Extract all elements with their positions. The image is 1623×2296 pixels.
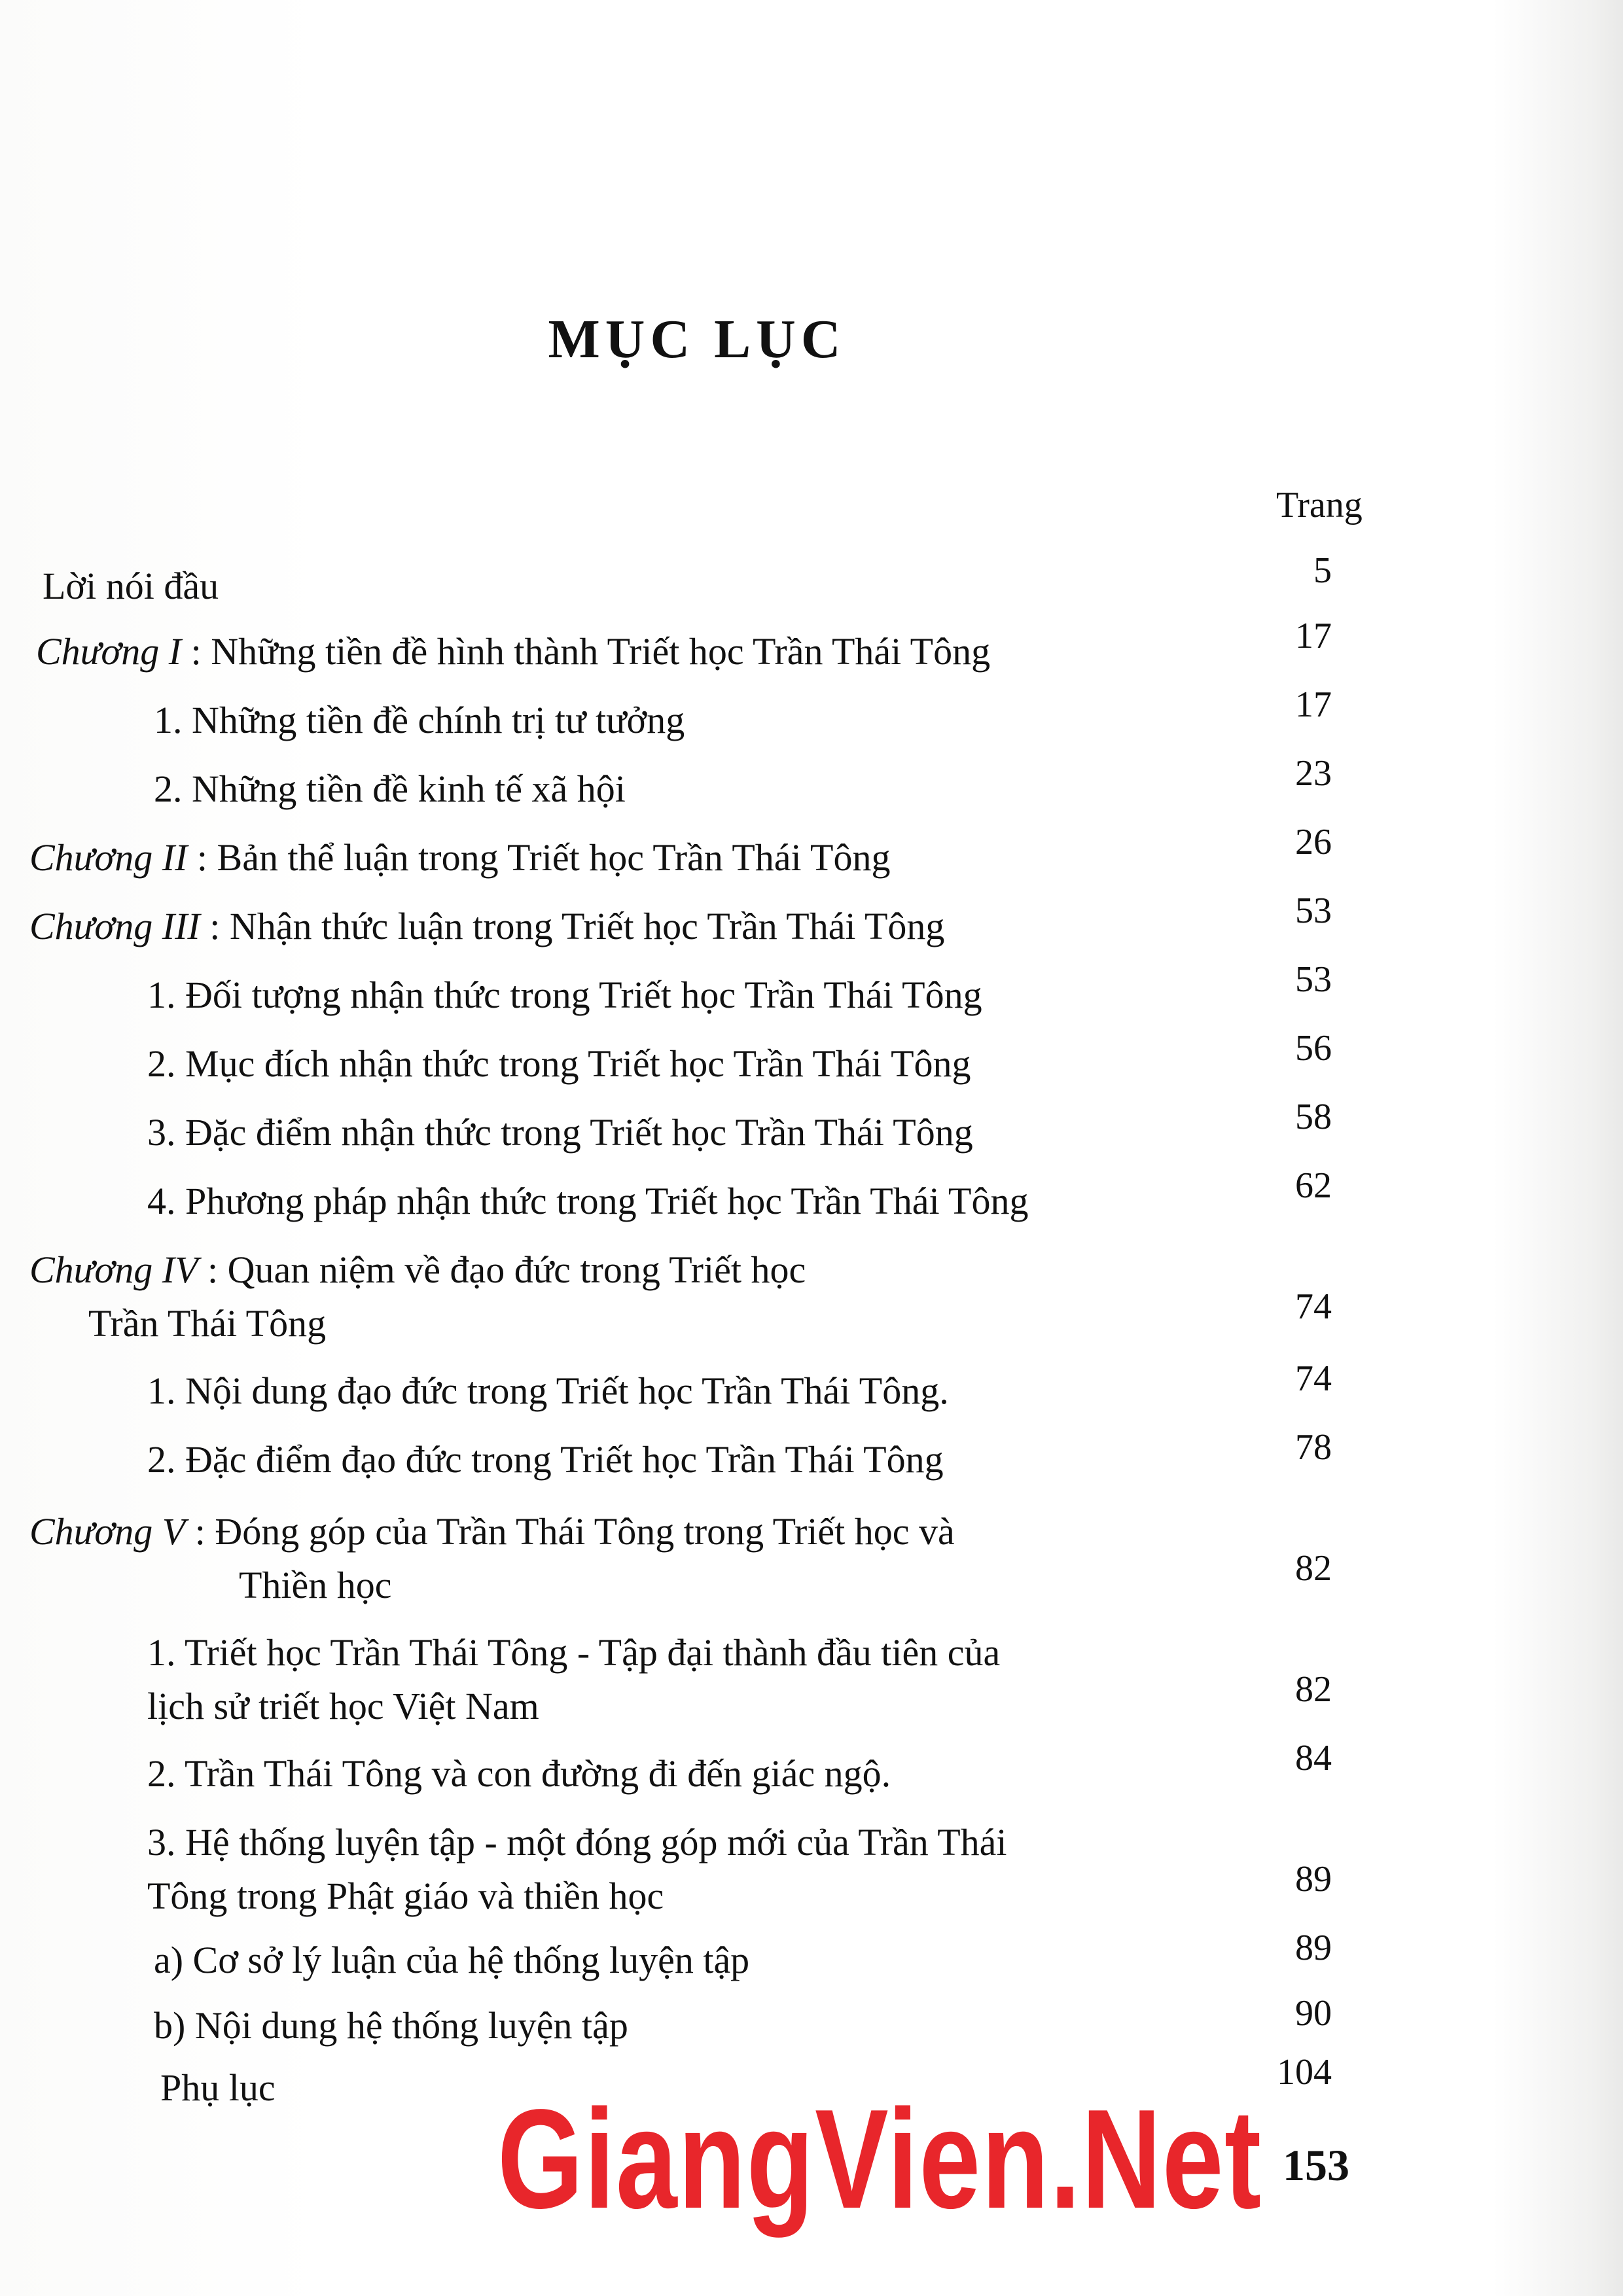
toc-entry-line <box>43 559 219 613</box>
toc-entry <box>29 1505 955 1612</box>
toc-entry-line <box>147 1106 973 1159</box>
toc-entry-title: 1. Nội dung đạo đức trong Triết học Trần Thái Tông. <box>147 1369 949 1412</box>
page-title: MỤC LỤC <box>548 309 846 370</box>
toc-entry-title-continued: Trần Thái Tông <box>88 1302 327 1345</box>
toc-page-number: 74 <box>1295 1358 1332 1399</box>
toc-entry-title: : Bản thể luận trong Triết học Trần Thái Tông <box>187 836 891 879</box>
toc-entry <box>29 900 944 953</box>
toc-entry-title-continued: Thiền học <box>239 1564 392 1606</box>
toc-entry <box>147 1037 971 1091</box>
toc-entry-title: Lời nói đầu <box>43 565 219 607</box>
toc-entry-title: Phụ lục <box>160 2066 276 2109</box>
toc-entry <box>29 1243 806 1351</box>
chapter-label: Chương V <box>29 1510 186 1553</box>
toc-entry-line <box>154 694 685 747</box>
chapter-label: Chương IV <box>29 1248 198 1291</box>
toc-entry-title: 3. Đặc điểm nhận thức trong Triết học Trần Thái Tông <box>147 1111 973 1154</box>
toc-entry-line <box>36 625 990 679</box>
toc-page-number: 56 <box>1295 1028 1332 1069</box>
page-number: 153 <box>1283 2140 1349 2190</box>
toc-page-number: 74 <box>1295 1286 1332 1327</box>
toc-page-number: 53 <box>1295 891 1332 931</box>
toc-entry <box>154 694 685 747</box>
toc-entry-title: : Đóng góp của Trần Thái Tông trong Triết học và <box>185 1510 955 1553</box>
toc-entry-title: 4. Phương pháp nhận thức trong Triết học Trần Thái Tông <box>147 1180 1029 1222</box>
toc-entry-line <box>29 1505 955 1559</box>
toc-entry <box>154 762 626 816</box>
toc-page-number: 17 <box>1295 616 1332 656</box>
toc-page-number: 23 <box>1295 753 1332 794</box>
chapter-label: Chương I <box>36 630 182 673</box>
toc-page-number: 5 <box>1313 550 1332 591</box>
toc-page-number: 90 <box>1295 1993 1332 2034</box>
toc-page-number: 84 <box>1295 1738 1332 1778</box>
toc-entry-line <box>29 1243 806 1297</box>
toc-entry-title: 3. Hệ thống luyện tập - một đóng góp mới của Trần Thái <box>147 1821 1007 1863</box>
toc-entry <box>147 1747 891 1801</box>
toc-entry-title: 1. Những tiền đề chính trị tư tưởng <box>154 699 685 741</box>
toc-entry-line <box>147 968 982 1022</box>
toc-entry <box>147 1433 944 1487</box>
toc-entry-title: 2. Mục đích nhận thức trong Triết học Trần Thái Tông <box>147 1042 971 1085</box>
toc-entry-title: 2. Đặc điểm đạo đức trong Triết học Trần Thái Tông <box>147 1438 944 1481</box>
toc-entry <box>36 625 990 679</box>
toc-entry <box>154 1999 628 2053</box>
toc-entry-line <box>29 900 944 953</box>
toc-entry-line <box>147 1816 1007 1869</box>
toc-page-number: 58 <box>1295 1097 1332 1137</box>
toc-entry-line <box>147 1174 1028 1228</box>
page-column-header: Trang <box>1276 485 1363 525</box>
toc-page-number: 82 <box>1295 1669 1332 1710</box>
toc-entry <box>160 2061 276 2115</box>
toc-entry-line <box>154 1934 749 1987</box>
toc-entry-title: 2. Những tiền đề kinh tế xã hội <box>154 768 626 810</box>
toc-entry <box>147 1364 949 1418</box>
toc-page-number: 53 <box>1295 959 1332 1000</box>
toc-entry <box>147 1174 1028 1228</box>
toc-entry-title: 1. Triết học Trần Thái Tông - Tập đại thành đầu tiên của <box>147 1631 1001 1674</box>
toc-entry <box>154 1934 749 1987</box>
chapter-label: Chương II <box>29 836 188 879</box>
toc-entry-line <box>147 1626 1000 1680</box>
toc-entry-title: : Những tiền đề hình thành Triết học Trần Thái Tông <box>181 630 991 673</box>
toc-entry-title: b) Nội dung hệ thống luyện tập <box>154 2004 628 2047</box>
toc-entry-title: 2. Trần Thái Tông và con đường đi đến giác ngộ. <box>147 1752 891 1795</box>
toc-entry-line <box>160 2061 276 2115</box>
watermark: GiangVien.Net <box>497 2079 1262 2238</box>
toc-entry-title: : Nhận thức luận trong Triết học Trần Thái Tông <box>200 905 945 947</box>
toc-entry <box>147 1626 1000 1733</box>
toc-entry-title: 1. Đối tượng nhận thức trong Triết học Trần Thái Tông <box>147 974 982 1016</box>
toc-entry <box>147 968 982 1022</box>
toc-entry <box>43 559 219 613</box>
toc-entry <box>29 831 890 885</box>
toc-page-number: 17 <box>1295 684 1332 725</box>
toc-entry <box>147 1106 973 1159</box>
chapter-label: Chương III <box>29 905 200 947</box>
toc-entry-title-continued: Tông trong Phật giáo và thiền học <box>147 1875 664 1917</box>
toc-page-number: 82 <box>1295 1548 1332 1589</box>
toc-page-number: 89 <box>1295 1859 1332 1899</box>
toc-entry-title: : Quan niệm về đạo đức trong Triết học <box>198 1248 806 1291</box>
toc-page-number: 62 <box>1295 1165 1332 1206</box>
toc-entry-line <box>147 1364 949 1418</box>
toc-entry-title-continued: lịch sử triết học Việt Nam <box>147 1685 539 1727</box>
toc-page-number: 78 <box>1295 1427 1332 1468</box>
toc-page-number: 26 <box>1295 822 1332 862</box>
toc-entry-line <box>154 1999 628 2053</box>
toc-entry-line <box>154 762 626 816</box>
toc-entry-title: a) Cơ sở lý luận của hệ thống luyện tập <box>154 1939 750 1981</box>
toc-entry-line <box>147 1037 971 1091</box>
toc-page-number: 104 <box>1277 2052 1332 2093</box>
toc-entry <box>147 1816 1007 1923</box>
toc-entry-line <box>29 831 890 885</box>
toc-entry-line <box>147 1747 891 1801</box>
toc-entry-line <box>147 1433 944 1487</box>
toc-page-number: 89 <box>1295 1928 1332 1968</box>
